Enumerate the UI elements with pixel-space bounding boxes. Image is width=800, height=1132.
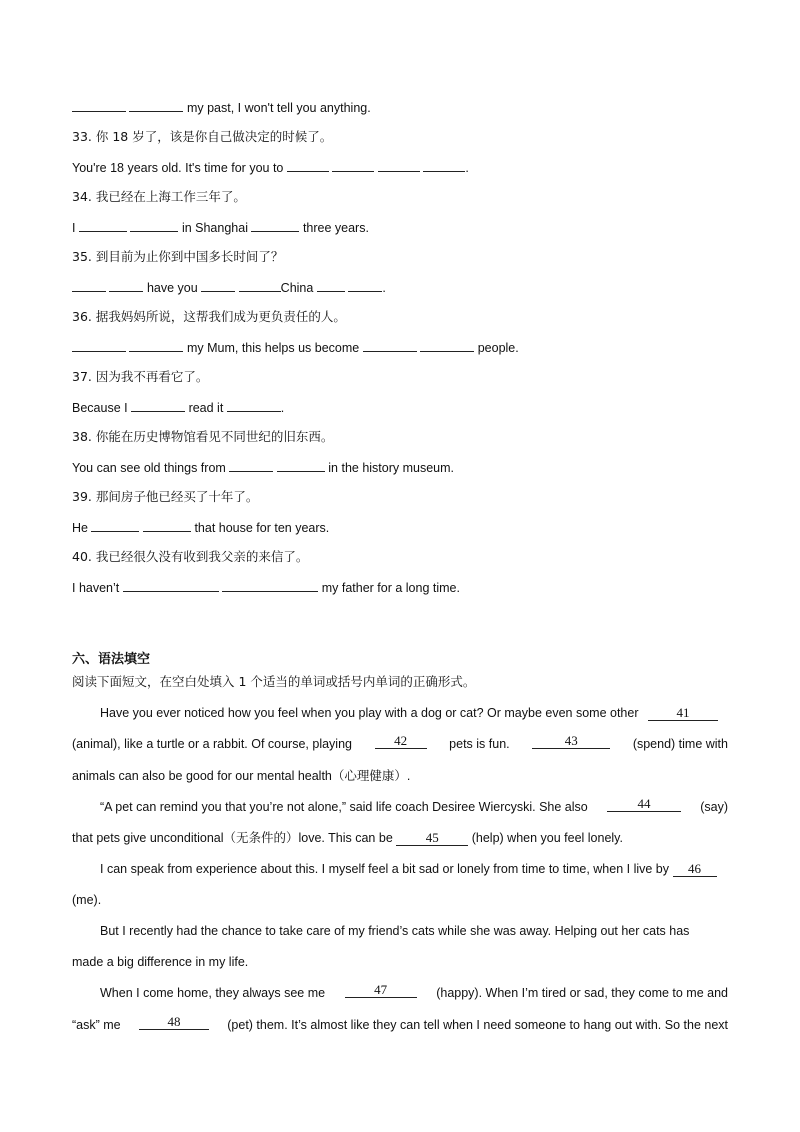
blank[interactable] xyxy=(130,217,178,232)
blank[interactable] xyxy=(123,577,219,592)
blank-45[interactable]: 45 xyxy=(396,831,468,846)
p2-line1: “A pet can remind you that you’re not alone,” said life coach Desiree Wiercyski. She also 44 (say) xyxy=(100,796,728,814)
q33-chinese: 33. 你 18 岁了，该是你自己做决定的时候了。 xyxy=(72,129,333,144)
blank[interactable] xyxy=(348,277,382,292)
blank[interactable] xyxy=(227,397,281,412)
q32-english-line xyxy=(72,97,732,118)
q34-chinese: 34. 我已经在上海工作三年了。 xyxy=(72,189,246,204)
blank-44[interactable]: 44 xyxy=(607,797,681,812)
blank[interactable] xyxy=(91,517,139,532)
blank[interactable] xyxy=(131,397,185,412)
blank[interactable] xyxy=(287,157,329,172)
blank[interactable] xyxy=(239,277,281,292)
q39-chinese: 39. 那间房子他已经买了十年了。 xyxy=(72,489,259,504)
blank-47[interactable]: 47 xyxy=(345,983,417,998)
q37-chinese: 37. 因为我不再看它了。 xyxy=(72,369,209,384)
p2-line2: that pets give unconditional（无条件的）love. This can be 45 (help) when you feel lonely. xyxy=(72,830,623,845)
blank-42[interactable]: 42 xyxy=(375,734,427,749)
blank[interactable] xyxy=(423,157,465,172)
blank-43[interactable]: 43 xyxy=(532,734,610,749)
p1-line2: (animal), like a turtle or a rabbit. Of course, playing 42 pets is fun. 43 (spend) time with xyxy=(72,733,728,751)
q37-english-line: Because I read it . xyxy=(72,397,732,418)
blank-46[interactable]: 46 xyxy=(673,862,717,877)
q38-chinese: 38. 你能在历史博物馆看见不同世纪的旧东西。 xyxy=(72,429,334,444)
blank[interactable] xyxy=(378,157,420,172)
blank[interactable] xyxy=(420,337,474,352)
blank[interactable] xyxy=(251,217,299,232)
p3-line1: I can speak from experience about this. I myself feel a bit sad or lonely from time to time, when I live by 46 xyxy=(72,859,728,879)
q35-chinese: 35. 到目前为止你到中国多长时间了？ xyxy=(72,249,284,264)
blank[interactable] xyxy=(129,337,183,352)
blank[interactable] xyxy=(201,277,235,292)
blank-48[interactable]: 48 xyxy=(139,1015,209,1030)
q40-english-line: I haven’t my father for a long time. xyxy=(72,577,732,598)
blank[interactable] xyxy=(143,517,191,532)
q36-chinese: 36. 据我妈妈所说，这帮我们成为更负责任的人。 xyxy=(72,309,346,324)
blank[interactable] xyxy=(129,97,183,112)
p4-line1: But I recently had the chance to take care of my friend’s cats while she was away. Helping out her cats has xyxy=(100,924,690,938)
blank[interactable] xyxy=(72,337,126,352)
blank[interactable] xyxy=(332,157,374,172)
blank[interactable] xyxy=(229,457,273,472)
blank[interactable] xyxy=(317,277,345,292)
q32-text: my past, I won't tell you anything. xyxy=(186,101,371,115)
p1-line1: Have you ever noticed how you feel when you play with a dog or cat? Or maybe even some other 41 xyxy=(72,703,728,723)
blank-41[interactable]: 41 xyxy=(648,706,718,721)
blank[interactable] xyxy=(277,457,325,472)
q33-english-line: You're 18 years old. It's time for you to . xyxy=(72,157,732,178)
p5-line1: When I come home, they always see me 47 (happy). When I’m tired or sad, they come to me and xyxy=(100,982,728,1000)
blank[interactable] xyxy=(79,217,127,232)
blank[interactable] xyxy=(109,277,143,292)
q34-english-line: I in Shanghai three years. xyxy=(72,217,732,238)
q35-english-line: have you China . xyxy=(72,277,732,298)
q39-english-line: He that house for ten years. xyxy=(72,517,732,538)
blank[interactable] xyxy=(72,277,106,292)
blank[interactable] xyxy=(222,577,318,592)
p5-line2: “ask” me 48 (pet) them. It’s almost like they can tell when I need someone to hang out with. So the next xyxy=(72,1014,728,1032)
q38-english-line: You can see old things from in the history museum. xyxy=(72,457,732,478)
section-instruction: 阅读下面短文，在空白处填入 1 个适当的单词或括号内单词的正确形式。 xyxy=(72,674,476,689)
blank[interactable] xyxy=(72,97,126,112)
q40-chinese: 40. 我已经很久没有收到我父亲的来信了。 xyxy=(72,549,309,564)
p4-line2: made a big difference in my life. xyxy=(72,955,249,969)
q36-english-line: my Mum, this helps us become people. xyxy=(72,337,732,358)
p3-line2: (me). xyxy=(72,893,102,907)
section-title: 六、语法填空 xyxy=(72,652,151,667)
blank[interactable] xyxy=(363,337,417,352)
p1-line3: animals can also be good for our mental health（心理健康）. xyxy=(72,769,411,783)
